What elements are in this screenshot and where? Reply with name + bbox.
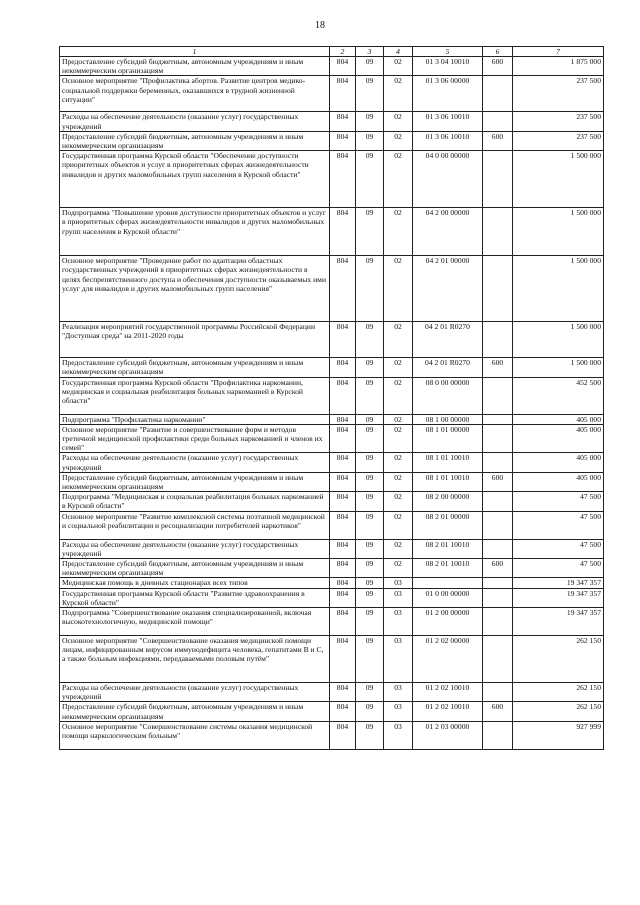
row-subsection-cell: 02 bbox=[384, 57, 413, 76]
row-subsection-cell: 02 bbox=[384, 424, 413, 453]
row-target-article-cell: 08 1 01 10010 bbox=[413, 472, 483, 491]
row-name-cell: Основное мероприятие "Развитие и совершенствование форм и методов третичной медицинской профилактики среди больных наркоманией и членов их семей" bbox=[60, 424, 330, 453]
table-row bbox=[60, 131, 604, 150]
row-amount-cell: 47 500 bbox=[513, 511, 604, 539]
table-row bbox=[60, 76, 604, 112]
row-target-article-cell: 01 3 04 10010 bbox=[413, 57, 483, 76]
row-name-cell: Расходы на обеспечение деятельности (оказание услуг) государственных учреждений bbox=[60, 453, 330, 472]
row-amount-cell: 262 150 bbox=[513, 702, 604, 721]
row-section-cell: 09 bbox=[356, 112, 384, 131]
table-row bbox=[60, 559, 604, 578]
row-expense-type-cell bbox=[483, 424, 513, 453]
row-section-cell: 09 bbox=[356, 322, 384, 358]
row-name-cell: Предоставление субсидий бюджетным, автономным учреждениям и иным некоммерческим организациям bbox=[60, 57, 330, 76]
header-cell: 5 bbox=[413, 47, 483, 57]
row-amount-cell: 1 500 000 bbox=[513, 208, 604, 256]
row-subsection-cell: 02 bbox=[384, 112, 413, 131]
header-row bbox=[60, 47, 604, 57]
row-expense-type-cell bbox=[483, 636, 513, 683]
row-target-article-cell: 08 2 01 10010 bbox=[413, 559, 483, 578]
row-target-article-cell: 01 2 02 00000 bbox=[413, 636, 483, 683]
table-row bbox=[60, 377, 604, 414]
row-subsection-cell: 02 bbox=[384, 511, 413, 539]
table-row bbox=[60, 151, 604, 208]
row-admin-code-cell: 804 bbox=[330, 57, 356, 76]
row-expense-type-cell bbox=[483, 112, 513, 131]
row-admin-code-cell: 804 bbox=[330, 578, 356, 588]
row-section-cell: 09 bbox=[356, 539, 384, 558]
row-subsection-cell: 02 bbox=[384, 358, 413, 377]
row-subsection-cell: 02 bbox=[384, 151, 413, 208]
row-admin-code-cell: 804 bbox=[330, 608, 356, 636]
row-expense-type-cell bbox=[483, 511, 513, 539]
row-target-article-cell: 08 1 00 00000 bbox=[413, 414, 483, 424]
table-row bbox=[60, 636, 604, 683]
header-cell: 7 bbox=[513, 47, 604, 57]
row-admin-code-cell: 804 bbox=[330, 492, 356, 511]
header-cell: 4 bbox=[384, 47, 413, 57]
table-row bbox=[60, 453, 604, 472]
table-row bbox=[60, 511, 604, 539]
row-section-cell: 09 bbox=[356, 131, 384, 150]
row-section-cell: 09 bbox=[356, 636, 384, 683]
row-subsection-cell: 02 bbox=[384, 208, 413, 256]
row-name-cell: Расходы на обеспечение деятельности (оказание услуг) государственных учреждений bbox=[60, 683, 330, 702]
row-name-cell: Подпрограмма "Медицинская и социальная реабилитация больных наркоманией в Курской области" bbox=[60, 492, 330, 511]
row-section-cell: 09 bbox=[356, 358, 384, 377]
row-expense-type-cell: 600 bbox=[483, 131, 513, 150]
row-expense-type-cell: 600 bbox=[483, 559, 513, 578]
row-target-article-cell: 08 2 01 10010 bbox=[413, 539, 483, 558]
row-amount-cell: 237 500 bbox=[513, 131, 604, 150]
row-expense-type-cell bbox=[483, 492, 513, 511]
row-admin-code-cell: 804 bbox=[330, 256, 356, 322]
row-target-article-cell bbox=[413, 578, 483, 588]
row-name-cell: Государственная программа Курской области "Профилактика наркомании, медицинская и социальная реабилитация больных наркоманией в Курской области" bbox=[60, 377, 330, 414]
row-target-article-cell: 08 0 00 00000 bbox=[413, 377, 483, 414]
row-admin-code-cell: 804 bbox=[330, 424, 356, 453]
row-subsection-cell: 02 bbox=[384, 76, 413, 112]
row-target-article-cell: 01 2 00 00000 bbox=[413, 608, 483, 636]
row-name-cell: Медицинская помощь в дневных стационарах всех типов bbox=[60, 578, 330, 588]
row-name-cell: Основное мероприятие "Проведение работ по адаптации областных государственных учреждений в приоритетных сферах жизнедеятельности в целях беспрепятственного доступа и обеспечения доступности оказываемых ими услуг для инвалидов и других маломобильных групп населения" bbox=[60, 256, 330, 322]
row-name-cell: Основное мероприятие "Совершенствование оказания медицинской помощи лицам, инфицированным вирусом иммунодефицита человека, гепатитами В и С, а также больным инфекциями, передаваемыми половым путём" bbox=[60, 636, 330, 683]
row-name-cell: Подпрограмма "Профилактика наркомании" bbox=[60, 414, 330, 424]
row-name-cell: Основное мероприятие "Развитие комплексной системы поэтапной медицинской и социальной реабилитации и ресоциализации потребителей наркотиков" bbox=[60, 511, 330, 539]
row-section-cell: 09 bbox=[356, 608, 384, 636]
row-admin-code-cell: 804 bbox=[330, 453, 356, 472]
row-subsection-cell: 02 bbox=[384, 453, 413, 472]
row-section-cell: 09 bbox=[356, 511, 384, 539]
row-subsection-cell: 02 bbox=[384, 256, 413, 322]
row-subsection-cell: 03 bbox=[384, 702, 413, 721]
table-body bbox=[60, 57, 604, 750]
row-section-cell: 09 bbox=[356, 57, 384, 76]
row-target-article-cell: 04 2 01 00000 bbox=[413, 256, 483, 322]
row-name-cell: Государственная программа Курской области "Развитие здравоохранения в Курской области" bbox=[60, 588, 330, 607]
row-expense-type-cell bbox=[483, 414, 513, 424]
row-expense-type-cell bbox=[483, 721, 513, 749]
table-row bbox=[60, 57, 604, 76]
row-amount-cell: 405 000 bbox=[513, 424, 604, 453]
row-expense-type-cell bbox=[483, 539, 513, 558]
row-target-article-cell: 04 2 01 R0270 bbox=[413, 322, 483, 358]
row-name-cell: Основное мероприятие "Совершенствование системы оказания медицинской помощи наркологическим больным" bbox=[60, 721, 330, 749]
table-row bbox=[60, 578, 604, 588]
row-target-article-cell: 08 2 01 00000 bbox=[413, 511, 483, 539]
row-amount-cell: 47 500 bbox=[513, 539, 604, 558]
table-row bbox=[60, 414, 604, 424]
table-row bbox=[60, 539, 604, 558]
row-amount-cell: 1 500 000 bbox=[513, 322, 604, 358]
row-subsection-cell: 02 bbox=[384, 492, 413, 511]
row-section-cell: 09 bbox=[356, 588, 384, 607]
row-subsection-cell: 02 bbox=[384, 414, 413, 424]
row-admin-code-cell: 804 bbox=[330, 414, 356, 424]
row-admin-code-cell: 804 bbox=[330, 472, 356, 491]
table-row bbox=[60, 492, 604, 511]
row-amount-cell: 19 347 357 bbox=[513, 588, 604, 607]
row-amount-cell: 1 500 000 bbox=[513, 151, 604, 208]
row-section-cell: 09 bbox=[356, 151, 384, 208]
row-admin-code-cell: 804 bbox=[330, 112, 356, 131]
row-target-article-cell: 01 0 00 00000 bbox=[413, 588, 483, 607]
row-target-article-cell: 08 1 01 00000 bbox=[413, 424, 483, 453]
row-expense-type-cell: 600 bbox=[483, 702, 513, 721]
row-name-cell: Предоставление субсидий бюджетным, автономным учреждениям и иным некоммерческим организациям bbox=[60, 131, 330, 150]
table-row bbox=[60, 358, 604, 377]
row-name-cell: Основное мероприятие "Профилактика абортов. Развитие центров медико-социальной поддержки беременных, оказавшихся в трудной жизненной ситуации" bbox=[60, 76, 330, 112]
row-amount-cell: 405 000 bbox=[513, 472, 604, 491]
row-target-article-cell: 08 1 01 10010 bbox=[413, 453, 483, 472]
row-subsection-cell: 02 bbox=[384, 559, 413, 578]
row-subsection-cell: 03 bbox=[384, 683, 413, 702]
table-row bbox=[60, 208, 604, 256]
row-amount-cell: 262 150 bbox=[513, 683, 604, 702]
row-amount-cell: 19 347 357 bbox=[513, 578, 604, 588]
row-name-cell: Предоставление субсидий бюджетным, автономным учреждениям и иным некоммерческим организациям bbox=[60, 472, 330, 491]
row-section-cell: 09 bbox=[356, 721, 384, 749]
row-expense-type-cell bbox=[483, 151, 513, 208]
table-row bbox=[60, 472, 604, 491]
row-expense-type-cell bbox=[483, 322, 513, 358]
row-expense-type-cell bbox=[483, 578, 513, 588]
row-admin-code-cell: 804 bbox=[330, 539, 356, 558]
row-admin-code-cell: 804 bbox=[330, 559, 356, 578]
row-name-cell: Предоставление субсидий бюджетным, автономным учреждениям и иным некоммерческим организациям bbox=[60, 559, 330, 578]
row-section-cell: 09 bbox=[356, 208, 384, 256]
row-section-cell: 09 bbox=[356, 683, 384, 702]
row-target-article-cell: 01 3 06 10010 bbox=[413, 112, 483, 131]
row-target-article-cell: 01 2 02 10010 bbox=[413, 683, 483, 702]
row-admin-code-cell: 804 bbox=[330, 636, 356, 683]
row-name-cell: Расходы на обеспечение деятельности (оказание услуг) государственных учреждений bbox=[60, 539, 330, 558]
row-expense-type-cell bbox=[483, 588, 513, 607]
row-section-cell: 09 bbox=[356, 414, 384, 424]
row-section-cell: 09 bbox=[356, 76, 384, 112]
table-row bbox=[60, 683, 604, 702]
row-expense-type-cell: 600 bbox=[483, 358, 513, 377]
row-subsection-cell: 02 bbox=[384, 131, 413, 150]
row-admin-code-cell: 804 bbox=[330, 683, 356, 702]
row-target-article-cell: 01 2 03 00000 bbox=[413, 721, 483, 749]
row-target-article-cell: 01 3 06 10010 bbox=[413, 131, 483, 150]
row-expense-type-cell: 600 bbox=[483, 57, 513, 76]
page-number: 18 bbox=[315, 20, 325, 31]
row-expense-type-cell bbox=[483, 256, 513, 322]
row-section-cell: 09 bbox=[356, 377, 384, 414]
row-admin-code-cell: 804 bbox=[330, 702, 356, 721]
header-cell: 3 bbox=[356, 47, 384, 57]
row-target-article-cell: 04 2 00 00000 bbox=[413, 208, 483, 256]
row-section-cell: 09 bbox=[356, 578, 384, 588]
row-amount-cell: 452 500 bbox=[513, 377, 604, 414]
row-amount-cell: 47 500 bbox=[513, 559, 604, 578]
row-section-cell: 09 bbox=[356, 453, 384, 472]
row-amount-cell: 405 000 bbox=[513, 453, 604, 472]
row-target-article-cell: 01 3 06 00000 bbox=[413, 76, 483, 112]
row-admin-code-cell: 804 bbox=[330, 721, 356, 749]
row-admin-code-cell: 804 bbox=[330, 358, 356, 377]
table-row bbox=[60, 322, 604, 358]
row-admin-code-cell: 804 bbox=[330, 208, 356, 256]
row-subsection-cell: 02 bbox=[384, 322, 413, 358]
budget-table bbox=[59, 46, 604, 750]
row-section-cell: 09 bbox=[356, 702, 384, 721]
row-expense-type-cell bbox=[483, 76, 513, 112]
table-row bbox=[60, 721, 604, 749]
row-admin-code-cell: 804 bbox=[330, 322, 356, 358]
row-admin-code-cell: 804 bbox=[330, 377, 356, 414]
row-admin-code-cell: 804 bbox=[330, 511, 356, 539]
row-name-cell: Подпрограмма "Совершенствование оказания специализированной, включая высокотехнологичную, медицинской помощи" bbox=[60, 608, 330, 636]
row-subsection-cell: 03 bbox=[384, 608, 413, 636]
row-expense-type-cell bbox=[483, 208, 513, 256]
row-name-cell: Предоставление субсидий бюджетным, автономным учреждениям и иным некоммерческим организациям bbox=[60, 702, 330, 721]
row-name-cell: Расходы на обеспечение деятельности (оказание услуг) государственных учреждений bbox=[60, 112, 330, 131]
row-name-cell: Государственная программа Курской области "Обеспечение доступности приоритетных объектов и услуг в приоритетных сферах жизнедеятельности инвалидов и других маломобильных групп населения в Курской области" bbox=[60, 151, 330, 208]
row-expense-type-cell bbox=[483, 608, 513, 636]
row-subsection-cell: 02 bbox=[384, 377, 413, 414]
row-subsection-cell: 02 bbox=[384, 539, 413, 558]
row-section-cell: 09 bbox=[356, 424, 384, 453]
row-section-cell: 09 bbox=[356, 492, 384, 511]
header-cell: 6 bbox=[483, 47, 513, 57]
row-amount-cell: 927 999 bbox=[513, 721, 604, 749]
row-section-cell: 09 bbox=[356, 472, 384, 491]
row-subsection-cell: 03 bbox=[384, 588, 413, 607]
row-amount-cell: 405 000 bbox=[513, 414, 604, 424]
row-subsection-cell: 03 bbox=[384, 721, 413, 749]
row-amount-cell: 237 500 bbox=[513, 76, 604, 112]
row-admin-code-cell: 804 bbox=[330, 131, 356, 150]
row-admin-code-cell: 804 bbox=[330, 76, 356, 112]
row-expense-type-cell: 600 bbox=[483, 472, 513, 491]
row-admin-code-cell: 804 bbox=[330, 588, 356, 607]
row-amount-cell: 1 500 000 bbox=[513, 358, 604, 377]
table-row bbox=[60, 702, 604, 721]
row-amount-cell: 1 875 000 bbox=[513, 57, 604, 76]
row-expense-type-cell bbox=[483, 377, 513, 414]
row-admin-code-cell: 804 bbox=[330, 151, 356, 208]
table-row bbox=[60, 608, 604, 636]
row-subsection-cell: 03 bbox=[384, 578, 413, 588]
header-cell: 1 bbox=[60, 47, 330, 57]
row-amount-cell: 19 347 357 bbox=[513, 608, 604, 636]
row-target-article-cell: 04 2 01 R0270 bbox=[413, 358, 483, 377]
row-expense-type-cell bbox=[483, 453, 513, 472]
row-amount-cell: 262 150 bbox=[513, 636, 604, 683]
row-subsection-cell: 03 bbox=[384, 636, 413, 683]
row-section-cell: 09 bbox=[356, 256, 384, 322]
row-target-article-cell: 01 2 02 10010 bbox=[413, 702, 483, 721]
row-amount-cell: 1 500 000 bbox=[513, 256, 604, 322]
row-target-article-cell: 04 0 00 00000 bbox=[413, 151, 483, 208]
row-name-cell: Реализация мероприятий государственной программы Российской Федерации "Доступная среда" на 2011-2020 годы bbox=[60, 322, 330, 358]
table-row bbox=[60, 588, 604, 607]
table-row bbox=[60, 112, 604, 131]
row-subsection-cell: 02 bbox=[384, 472, 413, 491]
row-amount-cell: 237 500 bbox=[513, 112, 604, 131]
table-row bbox=[60, 424, 604, 453]
row-name-cell: Подпрограмма "Повышение уровня доступности приоритетных объектов и услуг в приоритетных сферах жизнедеятельности инвалидов и других маломобильных групп населения в Курской области" bbox=[60, 208, 330, 256]
row-target-article-cell: 08 2 00 00000 bbox=[413, 492, 483, 511]
row-expense-type-cell bbox=[483, 683, 513, 702]
row-amount-cell: 47 500 bbox=[513, 492, 604, 511]
row-name-cell: Предоставление субсидий бюджетным, автономным учреждениям и иным некоммерческим организациям bbox=[60, 358, 330, 377]
row-section-cell: 09 bbox=[356, 559, 384, 578]
header-cell: 2 bbox=[330, 47, 356, 57]
table-row bbox=[60, 256, 604, 322]
